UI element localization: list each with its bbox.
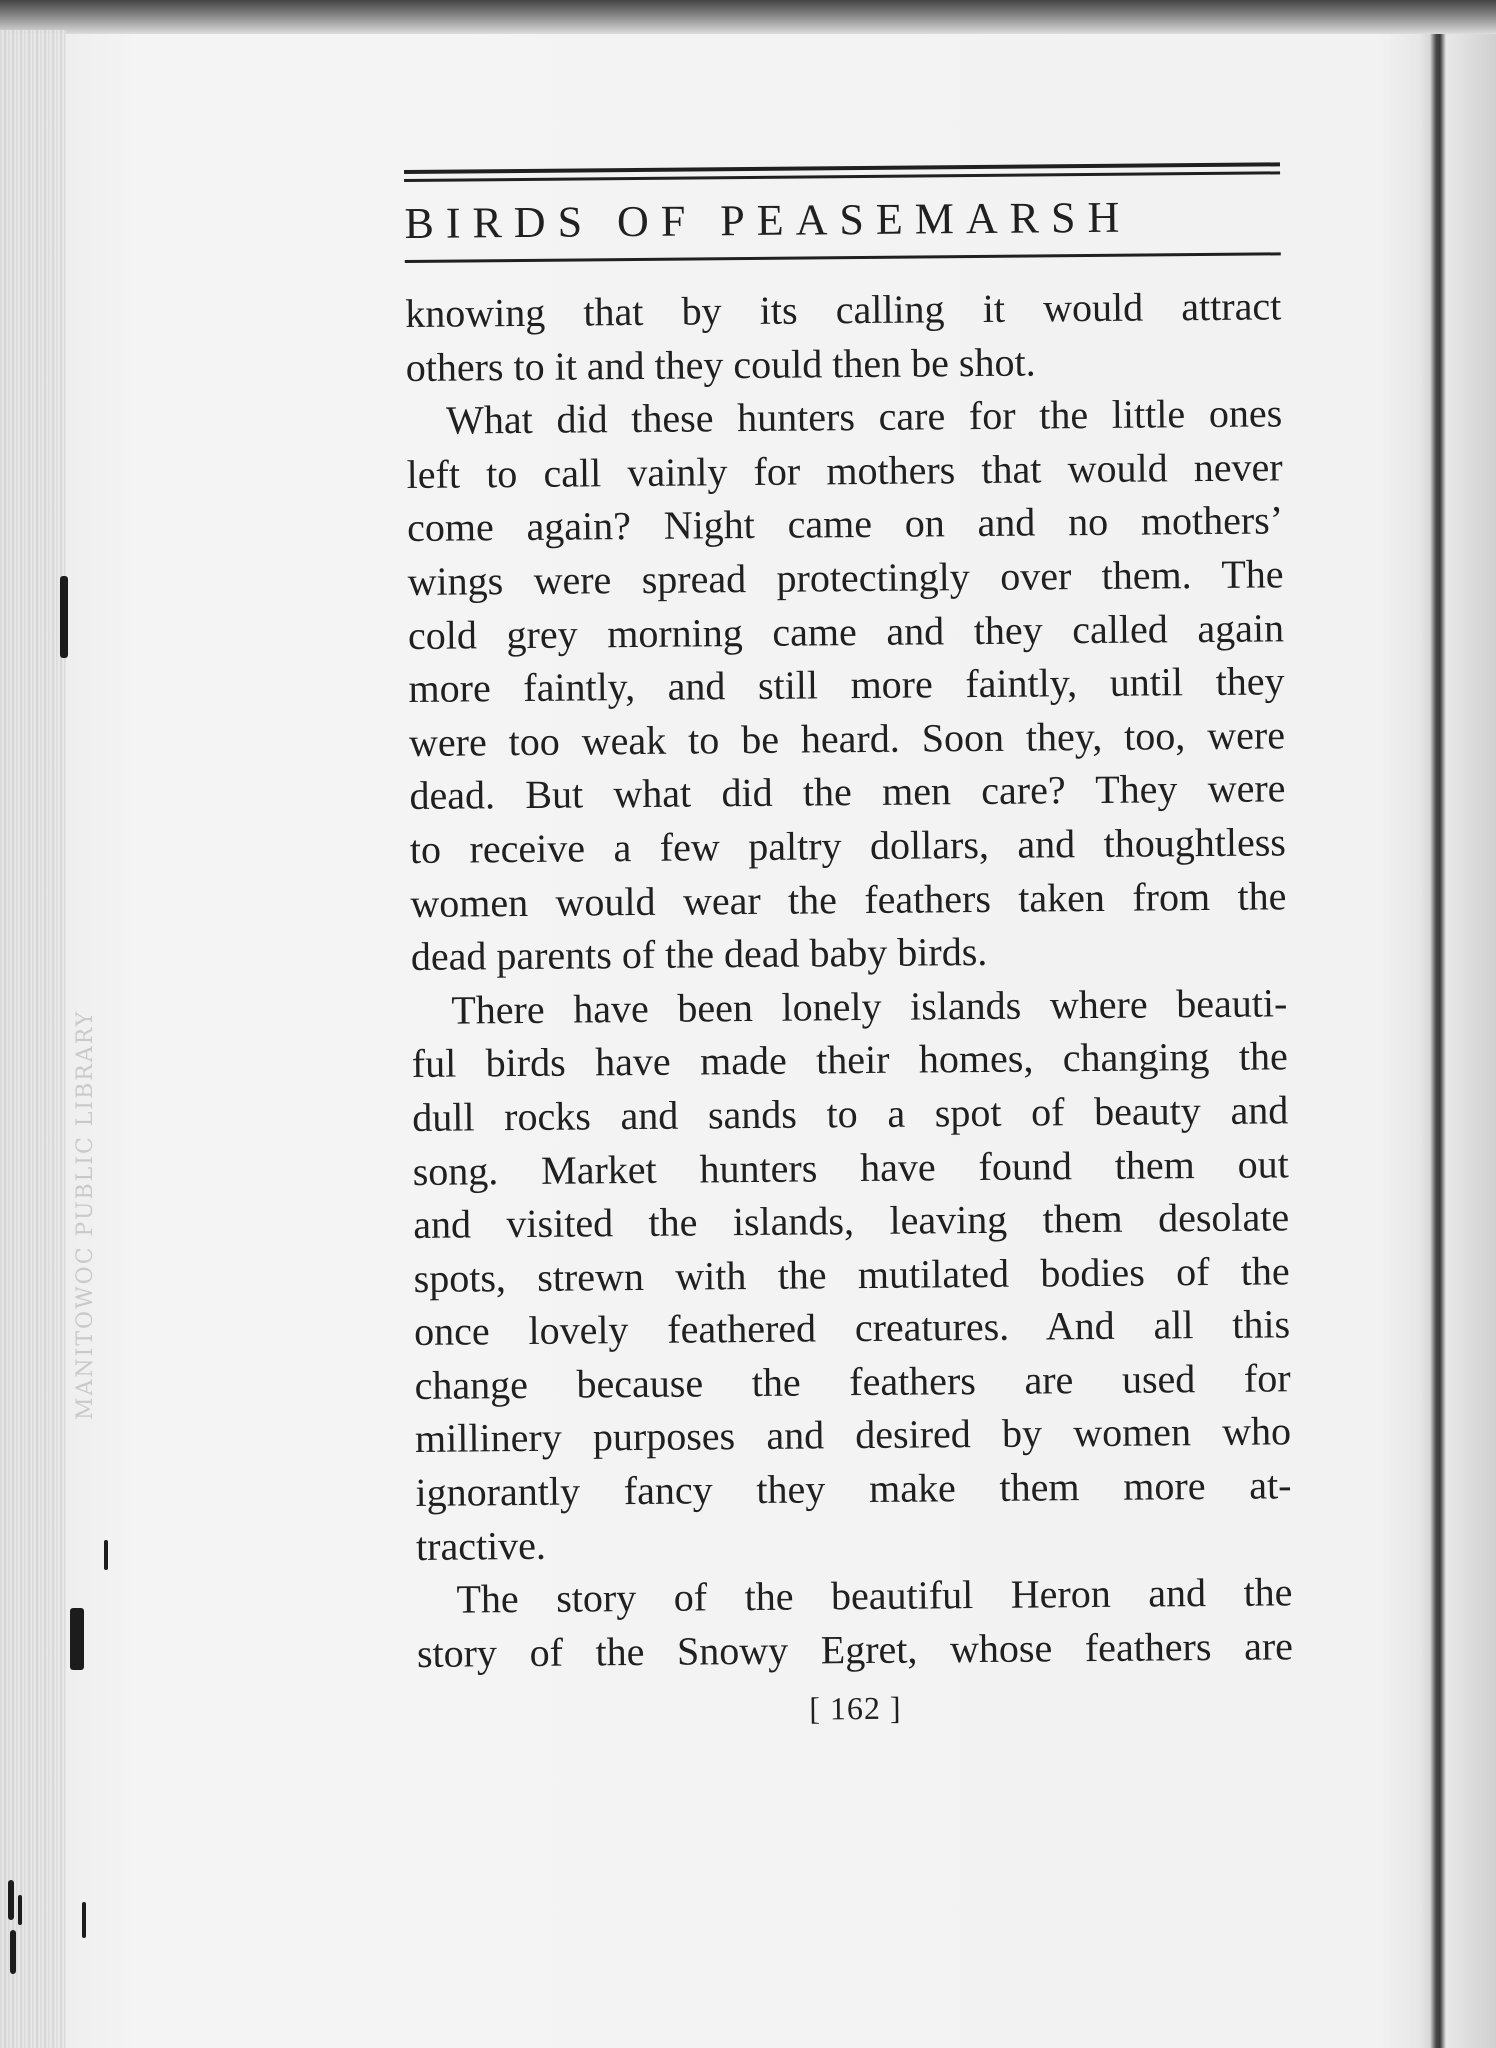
text-line: dead. But what did the men care? They were — [409, 765, 1286, 819]
body-text — [405, 279, 1293, 1680]
text-line: wings were spread protectingly over them. The — [407, 551, 1284, 604]
page-edges — [0, 30, 66, 2048]
text-line: once lovely feathered creatures. And all this — [413, 1301, 1291, 1355]
library-stamp: MANITOWOC PUBLIC LIBRARY — [73, 1009, 98, 1420]
paragraph — [406, 387, 1287, 984]
text-line: were too weak to be heard. Soon they, too, were — [408, 712, 1286, 765]
text-line: left to call vainly for mothers that would never — [406, 444, 1283, 497]
header-double-rule — [404, 162, 1280, 182]
text-line: story of the Snowy Egret, whose feathers are — [416, 1623, 1294, 1676]
text-line: millinery purposes and desired by women who — [414, 1408, 1292, 1462]
paragraph — [416, 1566, 1293, 1681]
page-content — [404, 162, 1294, 1732]
edge-mark — [70, 1608, 84, 1670]
text-line: dull rocks and sands to a spot of beauty and — [412, 1087, 1289, 1140]
text-line: spots, strewn with the mutilated bodies of the — [413, 1248, 1290, 1301]
text-line: dead parents of the dead baby birds. — [410, 929, 988, 980]
text-line: song. Market hunters have found them out — [412, 1140, 1289, 1194]
text-line: come again? Night came on and no mothers’ — [406, 497, 1284, 551]
page-top-shadow — [0, 0, 1496, 34]
text-line: others to it and they could then be shot. — [405, 339, 1036, 390]
text-line: ful birds have made their homes, changing the — [411, 1033, 1288, 1087]
text-line: change because the feathers are used for — [414, 1355, 1291, 1408]
text-line: women would wear the feathers taken from the — [410, 872, 1287, 926]
edge-mark — [104, 1540, 108, 1570]
paragraph — [411, 976, 1292, 1573]
text-line: tractive. — [415, 1522, 547, 1569]
text-line: more faintly, and still more faintly, until they — [408, 658, 1285, 712]
paragraph — [405, 279, 1282, 394]
text-line: knowing that by its calling it would attract — [405, 283, 1282, 336]
text-line: The story of the beautiful Heron and the — [456, 1569, 1293, 1622]
text-line: ignorantly fancy they make them more at- — [415, 1462, 1292, 1516]
edge-mark — [8, 1880, 14, 1920]
text-line: to receive a few paltry dollars, and thoughtless — [409, 819, 1287, 872]
edge-mark — [18, 1895, 22, 1925]
running-head: BIRDS OF PEASEMARSH — [404, 192, 1132, 248]
text-line: What did these hunters care for the little ones — [445, 390, 1283, 443]
header-rule — [405, 252, 1281, 263]
edge-mark — [60, 576, 68, 658]
text-line: and visited the islands, leaving them desolate — [413, 1194, 1290, 1248]
edge-mark — [82, 1902, 86, 1938]
text-line: cold grey morning came and they called again — [407, 604, 1285, 658]
page-number: [ 162 ] — [809, 1690, 902, 1727]
text-line: There have been lonely islands where beauti- — [451, 980, 1288, 1033]
edge-mark — [10, 1930, 16, 1974]
